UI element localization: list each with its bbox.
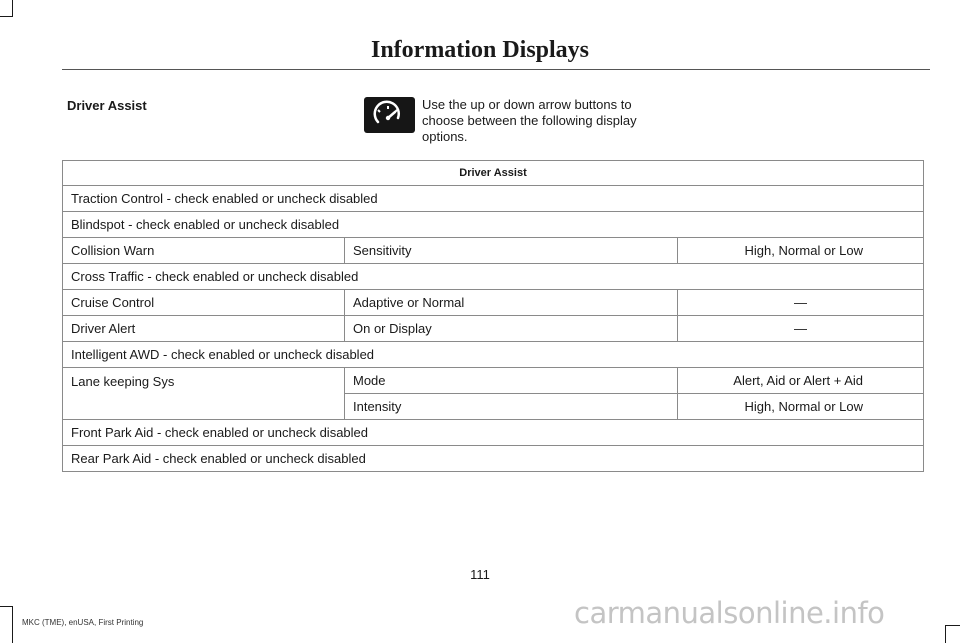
table-row — [62, 394, 924, 420]
watermark: carmanualsonline.info — [574, 596, 885, 630]
table-row — [62, 342, 924, 368]
driver-assist-table — [62, 160, 924, 472]
page-title: Information Displays — [370, 37, 590, 63]
table-cell — [63, 394, 344, 419]
section-label: Driver Assist — [67, 98, 147, 113]
crop-mark — [12, 0, 13, 16]
page-number: 111 — [470, 567, 490, 582]
table-cell: Cruise Control — [71, 295, 155, 310]
print-info: MKC (TME), enUSA, First Printing — [22, 618, 144, 627]
table-cell: Front Park Aid - check enabled or uncheck disabled — [71, 425, 369, 440]
table-row — [62, 238, 924, 264]
crop-mark — [12, 606, 13, 643]
table-cell: Adaptive or Normal — [344, 290, 677, 315]
table-heading: Driver Assist — [459, 167, 527, 179]
table-cell: High, Normal or Low — [677, 394, 923, 419]
table-cell: Intensity — [344, 394, 677, 419]
table-cell: Mode — [344, 368, 677, 394]
table-cell: Traction Control - check enabled or uncheck disabled — [71, 191, 378, 206]
title-divider — [62, 69, 930, 70]
table-row — [62, 264, 924, 290]
gauge-icon — [364, 97, 415, 133]
table-row — [62, 186, 924, 212]
table-cell: Lane keeping Sys — [71, 373, 175, 389]
table-row — [62, 290, 924, 316]
table-header-row — [62, 160, 924, 186]
crop-mark — [0, 16, 13, 17]
crop-mark — [945, 625, 946, 643]
crop-mark — [0, 606, 13, 607]
crop-mark — [945, 625, 960, 626]
table-row — [62, 212, 924, 238]
table-row — [62, 368, 924, 394]
table-cell: Sensitivity — [344, 238, 677, 263]
table-cell: — — [677, 290, 923, 315]
table-cell: Rear Park Aid - check enabled or uncheck disabled — [71, 451, 366, 466]
section-description: Use the up or down arrow buttons to choose between the following display options. — [422, 97, 637, 144]
table-cell: Driver Alert — [71, 321, 136, 336]
table-cell: Intelligent AWD - check enabled or uncheck disabled — [71, 347, 375, 362]
table-cell: High, Normal or Low — [677, 238, 923, 263]
table-cell: Cross Traffic - check enabled or uncheck disabled — [71, 269, 359, 284]
table-cell: On or Display — [344, 316, 677, 341]
table-cell: Blindspot - check enabled or uncheck disabled — [71, 217, 340, 232]
table-cell: Alert, Aid or Alert + Aid — [677, 368, 923, 394]
table-row — [62, 316, 924, 342]
table-row — [62, 446, 924, 472]
table-row — [62, 420, 924, 446]
table-cell: — — [677, 316, 923, 341]
table-cell: Collision Warn — [71, 243, 155, 258]
